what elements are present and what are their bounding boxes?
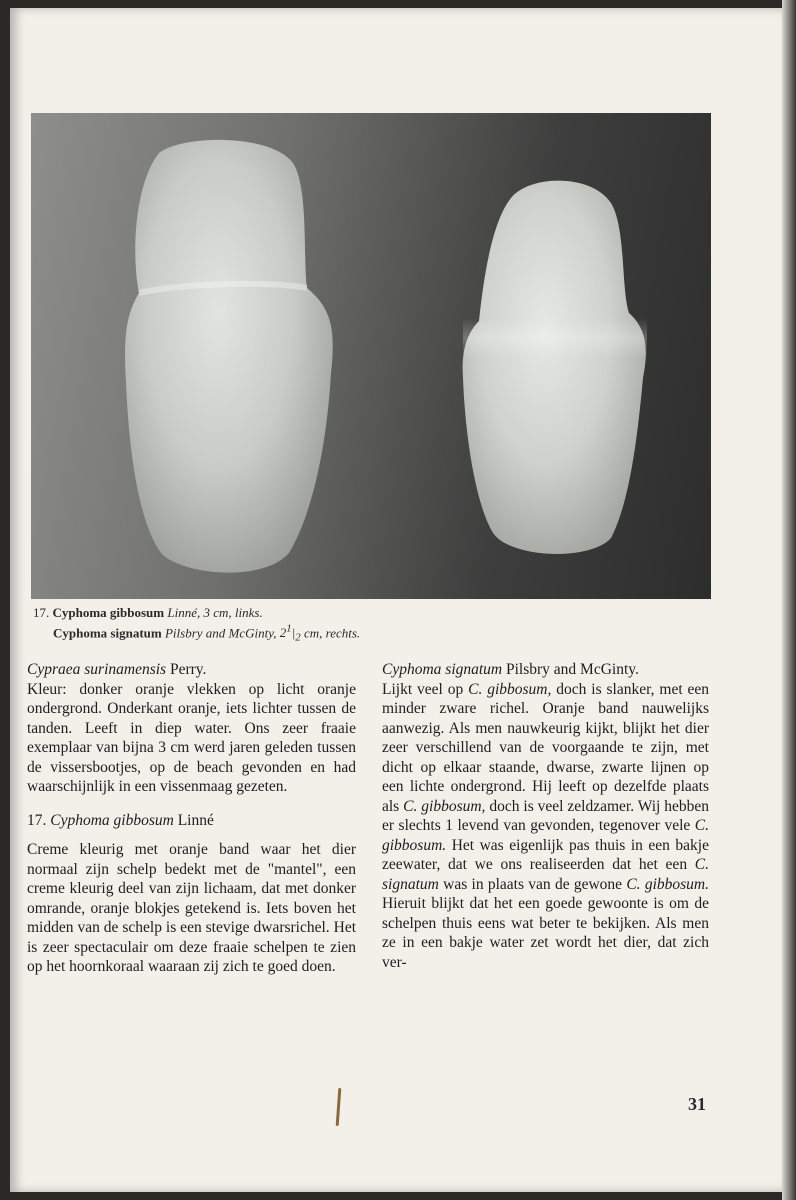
text-column-left — [27, 660, 356, 977]
caption-detail-gibbosum: Linné, 3 cm, links. — [167, 605, 263, 620]
species-author: Linné — [177, 811, 214, 829]
paragraph-signatum-description — [382, 680, 709, 973]
caption-author-signatum: Pilsbry and McGinty, — [164, 625, 277, 641]
page-edge — [782, 0, 796, 1200]
page-number: 31 — [688, 1094, 706, 1114]
text-run: doch is slanker, met een minder zware richel. Oranje band nauwelijks aanwezig. Als men nauwkeurig kijkt, blijkt het dier zeer verschillend van de voorgaande te zijn, met dicht op elkaar staande, dwarse, zwarte lijnen op een lichte ondergrond. Hij leeft op dezelfde plaats als — [382, 680, 710, 815]
heading-cyphoma-signatum — [382, 660, 709, 680]
species-reference: C. signatum — [382, 856, 710, 893]
text-run: doch is veel zeldzamer. Wij hebben er slechts 1 levend van gevonden, tegenover vele — [382, 797, 710, 834]
caption-unit-signatum: cm, rechts. — [303, 625, 361, 641]
shell-cyphoma-gibbosum — [125, 140, 333, 573]
figure-caption — [33, 604, 593, 647]
paragraph-cypraea-description: Kleur: donker oranje vlekken op licht oranje ondergrond. Onderkant oranje, iets lichter tussen de tanden. Leeft in diep water. Ons zeer fraaie exemplaar van bijna 3 cm werd jaren geleden tussen de vissersbootjes, op de beach gevonden en had waarschijnlijk in een vissenmaag gezeten. — [27, 680, 356, 795]
cyphoma-shells-illustration — [31, 113, 711, 599]
shell-cyphoma-signatum — [463, 181, 646, 554]
species-author: Perry. — [169, 661, 207, 678]
caption-line-2 — [33, 621, 593, 647]
caption-species-gibbosum: Cyphoma gibbosum — [52, 605, 165, 620]
shell-photograph — [31, 113, 711, 599]
species-name: Cyphoma gibbosum — [50, 811, 174, 829]
species-name: Cyphoma signatum — [382, 661, 503, 678]
species-reference: C. gibbosum. — [626, 875, 709, 893]
size-whole: 2 — [279, 625, 287, 641]
species-reference: C. gibbosum. — [382, 817, 710, 854]
species-reference: C. gibbosum, — [403, 797, 486, 815]
species-number: 17. — [27, 811, 47, 829]
heading-cyphoma-gibbosum — [27, 811, 356, 831]
text-run: was in plaats van de gewone — [443, 875, 623, 893]
caption-species-signatum: Cyphoma signatum — [53, 625, 162, 641]
species-name: Cypraea surinamensis — [27, 661, 167, 678]
size-denominator: 2 — [295, 631, 301, 644]
text-run: Het was eigenlijk pas thuis in een bakje zeewater, dat we ons realiseerden dat het een — [382, 836, 709, 873]
size-separator: | — [291, 625, 296, 641]
caption-size-signatum — [279, 623, 301, 644]
text-run: Lijkt veel op — [382, 680, 464, 698]
caption-line-1 — [33, 604, 593, 621]
size-numerator: 1 — [286, 623, 292, 635]
text-run: Hieruit blijkt dat het een goede gewoonte is om de schelpen thuis eens wat beter te bekijken. Als men ze in een bakje water zet wordt het dier, dat zich ver- — [382, 895, 709, 971]
text-column-right — [382, 660, 709, 972]
species-author: Pilsbry and McGinty. — [506, 661, 639, 678]
heading-cypraea-surinamensis — [27, 660, 356, 680]
caption-figure-number: 17. — [33, 605, 50, 620]
species-reference: C. gibbosum, — [468, 680, 552, 698]
paragraph-gibbosum-description: Creme kleurig met oranje band waar het dier normaal zijn schelp bedekt met de "mantel", een creme kleurig deel van zijn lichaam, dat met donker omrande, oranje blokjes getekend is. Iets boven het midden van de schelp is een stevige dwarsrichel. Het is zeer spectaculair om deze fraaie schelpen te zien op het hoornkoraal waaraan zij zich te goed doen. — [27, 841, 356, 975]
